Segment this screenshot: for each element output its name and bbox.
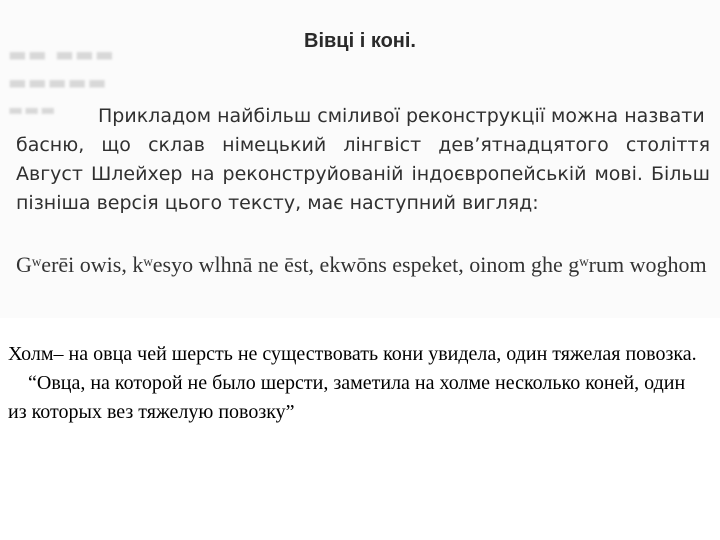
- scan-paragraph-first-line: Прикладом найбільш сміливої реконструкції можна назвати: [98, 105, 705, 127]
- free-translation: “Овца, на которой не было шерсти, заметила на холме несколько коней, один из которых вез тяжелую повозку”: [8, 372, 686, 423]
- scan-paragraph: [16, 102, 710, 218]
- translation-block: [8, 340, 708, 427]
- reconstructed-text: Gʷerēi owis, kʷesyo wlhnā ne ēst, ekwōns espeket, oinom ghe gʷrum woghom: [16, 252, 707, 277]
- bleed-through-text: ▬▬▬: [8, 100, 57, 119]
- literal-translation: Холм– на овца чей шерсть не существовать кони увидела, один тяжелая повозка.: [8, 343, 697, 365]
- scan-title: Вівці і коні.: [304, 30, 416, 52]
- scan-paragraph-rest: басню, що склав німецький лінгвіст дев’ятнадцятого століття Август Шлейхер на реконструйованій індоєвропейській мові. Більш пізніша версія цього тексту, має наступний вигляд:: [16, 134, 710, 214]
- bleed-through-text: ▬▬ ▬▬▬: [8, 42, 115, 66]
- bleed-through-text: ▬▬▬▬▬: [8, 70, 108, 94]
